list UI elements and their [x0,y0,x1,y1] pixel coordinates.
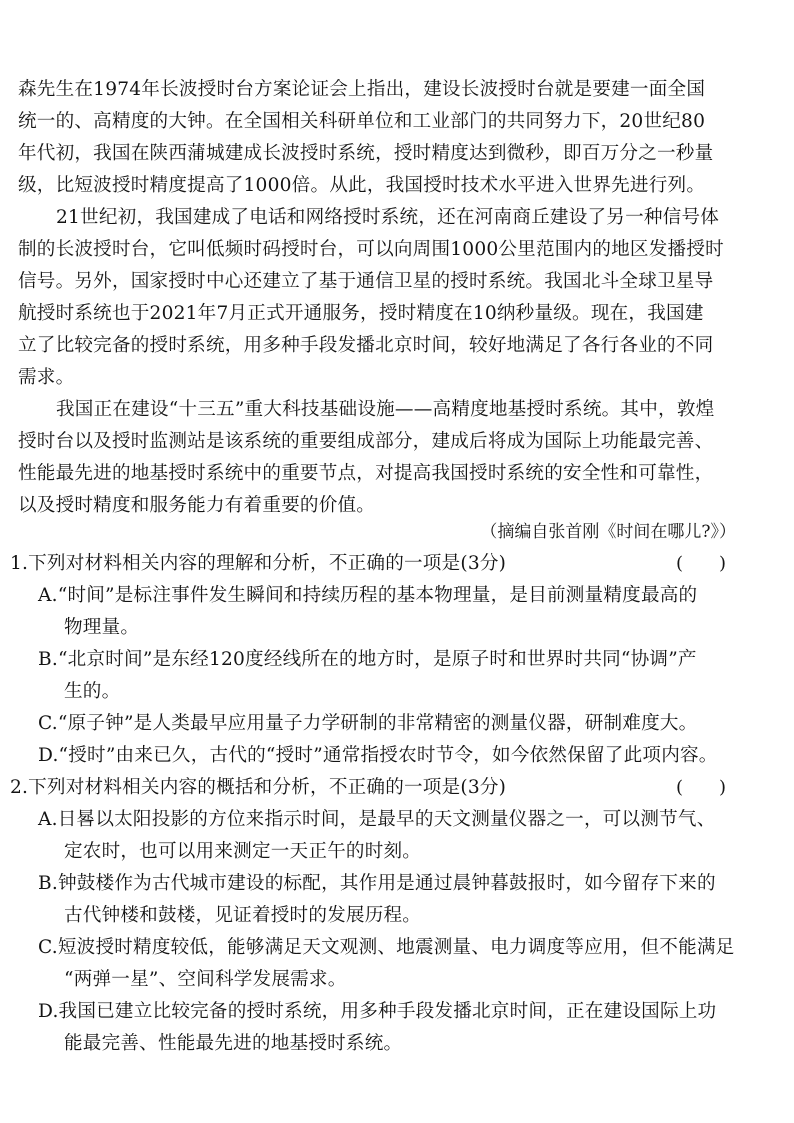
question-2-answer-blank[interactable]: ( ) [676,777,727,798]
question-1-option-b-line-2: 生的。 [64,681,121,702]
question-2-option-d-line-2: 能最完善、性能最先进的地基授时系统。 [64,1033,403,1054]
question-2-stem: 2.下列对材料相关内容的概括和分析，不正确的一项是(3分) [10,777,507,798]
passage-p3-line-1: 我国正在建设“十三五”重大科技基础设施——高精度地基授时系统。其中，敦煌 [56,399,715,420]
passage-p2-line-1: 21世纪初，我国建成了电话和网络授时系统，还在河南商丘建设了另一种信号体 [56,207,720,228]
passage-p1-line-2: 统一的、高精度的大钟。在全国相关科研单位和工业部门的共同努力下，20世纪80 [18,111,706,132]
passage-p2-line-2: 制的长波授时台，它叫低频时码授时台，可以向周围1000公里范围内的地区发播授时 [18,239,724,260]
question-2-option-b-line-2: 古代钟楼和鼓楼，见证着授时的发展历程。 [64,905,422,926]
question-2-option-a-line-1: A.日晷以太阳投影的方位来指示时间，是最早的天文测量仪器之一，可以测节气、 [38,809,716,830]
source-citation: （摘编自张首刚《时间在哪儿?》） [480,522,736,542]
question-2-option-d-line-1: D.我国已建立比较完备的授时系统，用多种手段发播北京时间，正在建设国际上功 [38,1001,717,1022]
passage-p2-line-3: 信号。另外，国家授时中心还建立了基于通信卫星的授时系统。我国北斗全球卫星导 [18,271,714,292]
question-1-option-b-line-1: B.“北京时间”是东经120度经线所在的地方时，是原子时和世界时共同“协调”产 [38,649,697,670]
passage-p2-line-6: 需求。 [18,367,75,388]
question-1-option-a-line-1: A.“时间”是标注事件发生瞬间和持续历程的基本物理量，是目前测量精度最高的 [38,585,698,606]
question-2-option-a-line-2: 定农时，也可以用来测定一天正午的时刻。 [64,841,422,862]
passage-p1-line-3: 年代初，我国在陕西蒲城建成长波授时系统，授时精度达到微秒，即百万分之一秒量 [18,143,714,164]
passage-p3-line-4: 以及授时精度和服务能力有着重要的价值。 [18,495,376,516]
passage-p3-line-3: 性能最先进的地基授时系统中的重要节点，对提高我国授时系统的安全性和可靠性， [18,463,714,484]
question-1-option-c: C.“原子钟”是人类最早应用量子力学研制的非常精密的测量仪器，研制难度大。 [38,713,698,734]
question-2-option-c-line-2: “两弹一星”、空间科学发展需求。 [64,969,347,990]
passage-p2-line-4: 航授时系统也于2021年7月正式开通服务，授时精度在10纳秒量级。现在，我国建 [18,303,704,324]
passage-p3-line-2: 授时台以及授时监测站是该系统的重要组成部分，建成后将成为国际上功能最完善、 [18,431,714,452]
passage-p2-line-5: 立了比较完备的授时系统，用多种手段发播北京时间，较好地满足了各行各业的不同 [18,335,714,356]
question-2-option-b-line-1: B.钟鼓楼作为古代城市建设的标配，其作用是通过晨钟暮鼓报时，如今留存下来的 [38,873,716,894]
question-1-answer-blank[interactable]: ( ) [676,553,727,574]
question-2-option-c-line-1: C.短波授时精度较低，能够满足天文观测、地震测量、电力调度等应用，但不能满足 [38,937,735,958]
question-1-option-d: D.“授时”由来已久，古代的“授时”通常指授农时节令，如今依然保留了此项内容。 [38,745,718,766]
passage-p1-line-1: 森先生在1974年长波授时台方案论证会上指出，建设长波授时台就是要建一面全国 [18,79,706,100]
question-1-option-a-line-2: 物理量。 [64,617,140,638]
passage-p1-line-4: 级，比短波授时精度提高了1000倍。从此，我国授时技术水平进入世界先进行列。 [18,175,706,196]
question-1-stem: 1.下列对材料相关内容的理解和分析，不正确的一项是(3分) [10,553,507,574]
